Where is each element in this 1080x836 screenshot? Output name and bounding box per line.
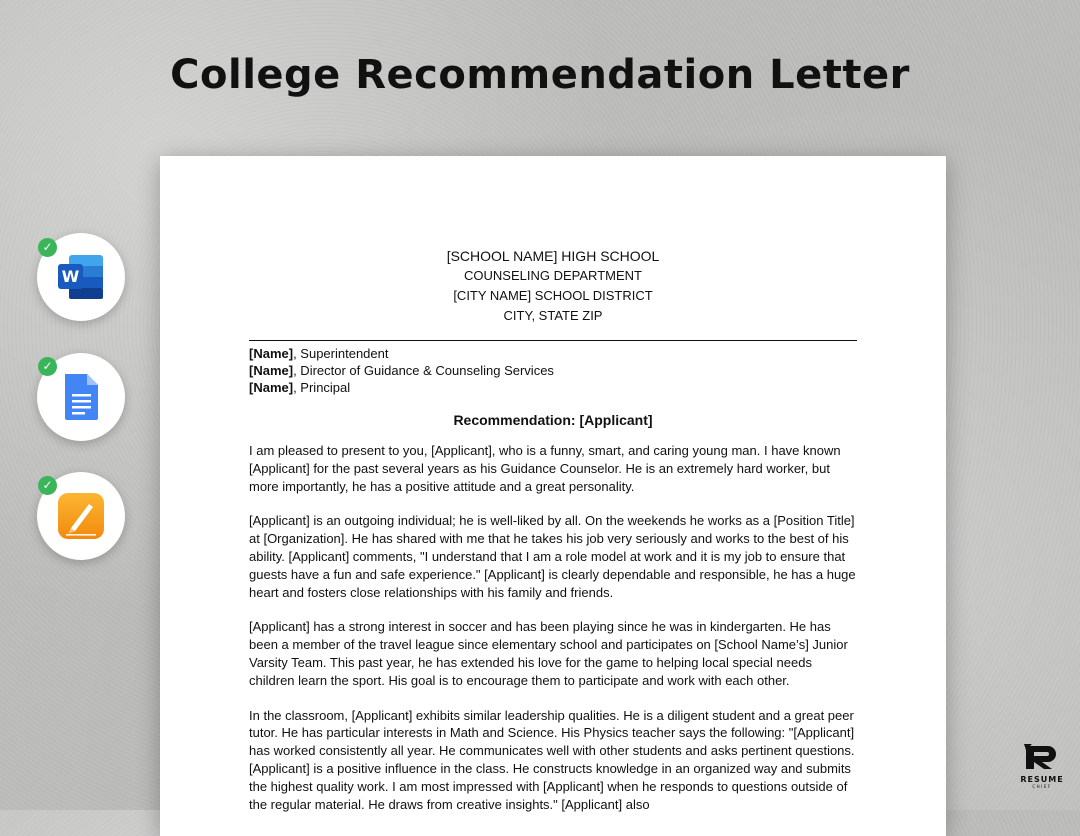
- google-docs-icon: [55, 371, 107, 423]
- contact-line: [Name], Superintendent: [249, 346, 389, 361]
- resume-chief-logo: [1012, 742, 1072, 789]
- page-headline: College Recommendation Letter: [170, 52, 910, 98]
- school-location: CITY, STATE ZIP: [503, 308, 603, 323]
- brand-name: RESUME: [1020, 775, 1064, 784]
- contact-list: [249, 345, 857, 396]
- letter-paragraph: [Applicant] is an outgoing individual; he is well-liked by all. On the weekends he works as a [Position Title] at [Organization]. He has shared with me that he takes his job very seriously and works to the best of his ability. [Applicant] comments, "I understand that I am a role model at work and it is my job to ensure that guests have a fun and safe experience." [Applicant] is clearly dependable and responsible, he has a huge heart and fosters close relationships with his family and friends.: [249, 513, 856, 600]
- school-name: [SCHOOL NAME] HIGH SCHOOL: [446, 248, 660, 264]
- department-name: COUNSELING DEPARTMENT: [464, 268, 642, 283]
- contact-line: [Name], Principal: [249, 380, 351, 395]
- letter-page: [160, 156, 946, 836]
- letter-subject: Recommendation: [Applicant]: [453, 412, 653, 428]
- letterhead: [249, 246, 857, 326]
- logo-mark-icon: [1022, 742, 1062, 770]
- check-icon: ✓: [38, 357, 57, 376]
- letter-body: [249, 246, 857, 830]
- svg-text:W: W: [61, 267, 80, 286]
- letter-paragraph: I am pleased to present to you, [Applicant], who is a funny, smart, and caring young man. I have known [Applicant] for the past several years as his Guidance Counselor. He is an extremely hard worker, but more importantly, he has a positive attitude and a great personality.: [249, 443, 841, 494]
- check-icon: ✓: [38, 238, 57, 257]
- word-icon: [55, 251, 107, 303]
- letter-paragraph: In the classroom, [Applicant] exhibits similar leadership qualities. He is a diligent student and a great peer tutor. He has particular interests in Math and Science. His Physics teacher says the following: "[Applicant] has worked consistently all year. He communicates well with other students and asks pertinent questions. [Applicant] is a positive influence in the class. He constructs knowledge in an organized way and submits the highest quality work. I am most impressed with [Applicant] when he responds to questions outside of the regular material. He draws from creative insights." [Applicant] also: [249, 707, 855, 812]
- check-icon: ✓: [38, 476, 57, 495]
- contact-line: [Name], Director of Guidance & Counseling Services: [249, 363, 554, 378]
- letterhead-divider: [249, 340, 857, 341]
- pages-icon: [55, 490, 107, 542]
- letter-paragraph: [Applicant] has a strong interest in soccer and has been playing since he was in kindergarten. He has been a member of the travel league since elementary school and participates on [School Name’s] Junior Varsity Team. This past year, he has extended his love for the game to helping local special needs children learn the sport. His goal is to encourage them to participate and work with each other.: [249, 619, 848, 688]
- district-name: [CITY NAME] SCHOOL DISTRICT: [453, 288, 653, 303]
- brand-subtitle: CHIEF: [1032, 784, 1052, 789]
